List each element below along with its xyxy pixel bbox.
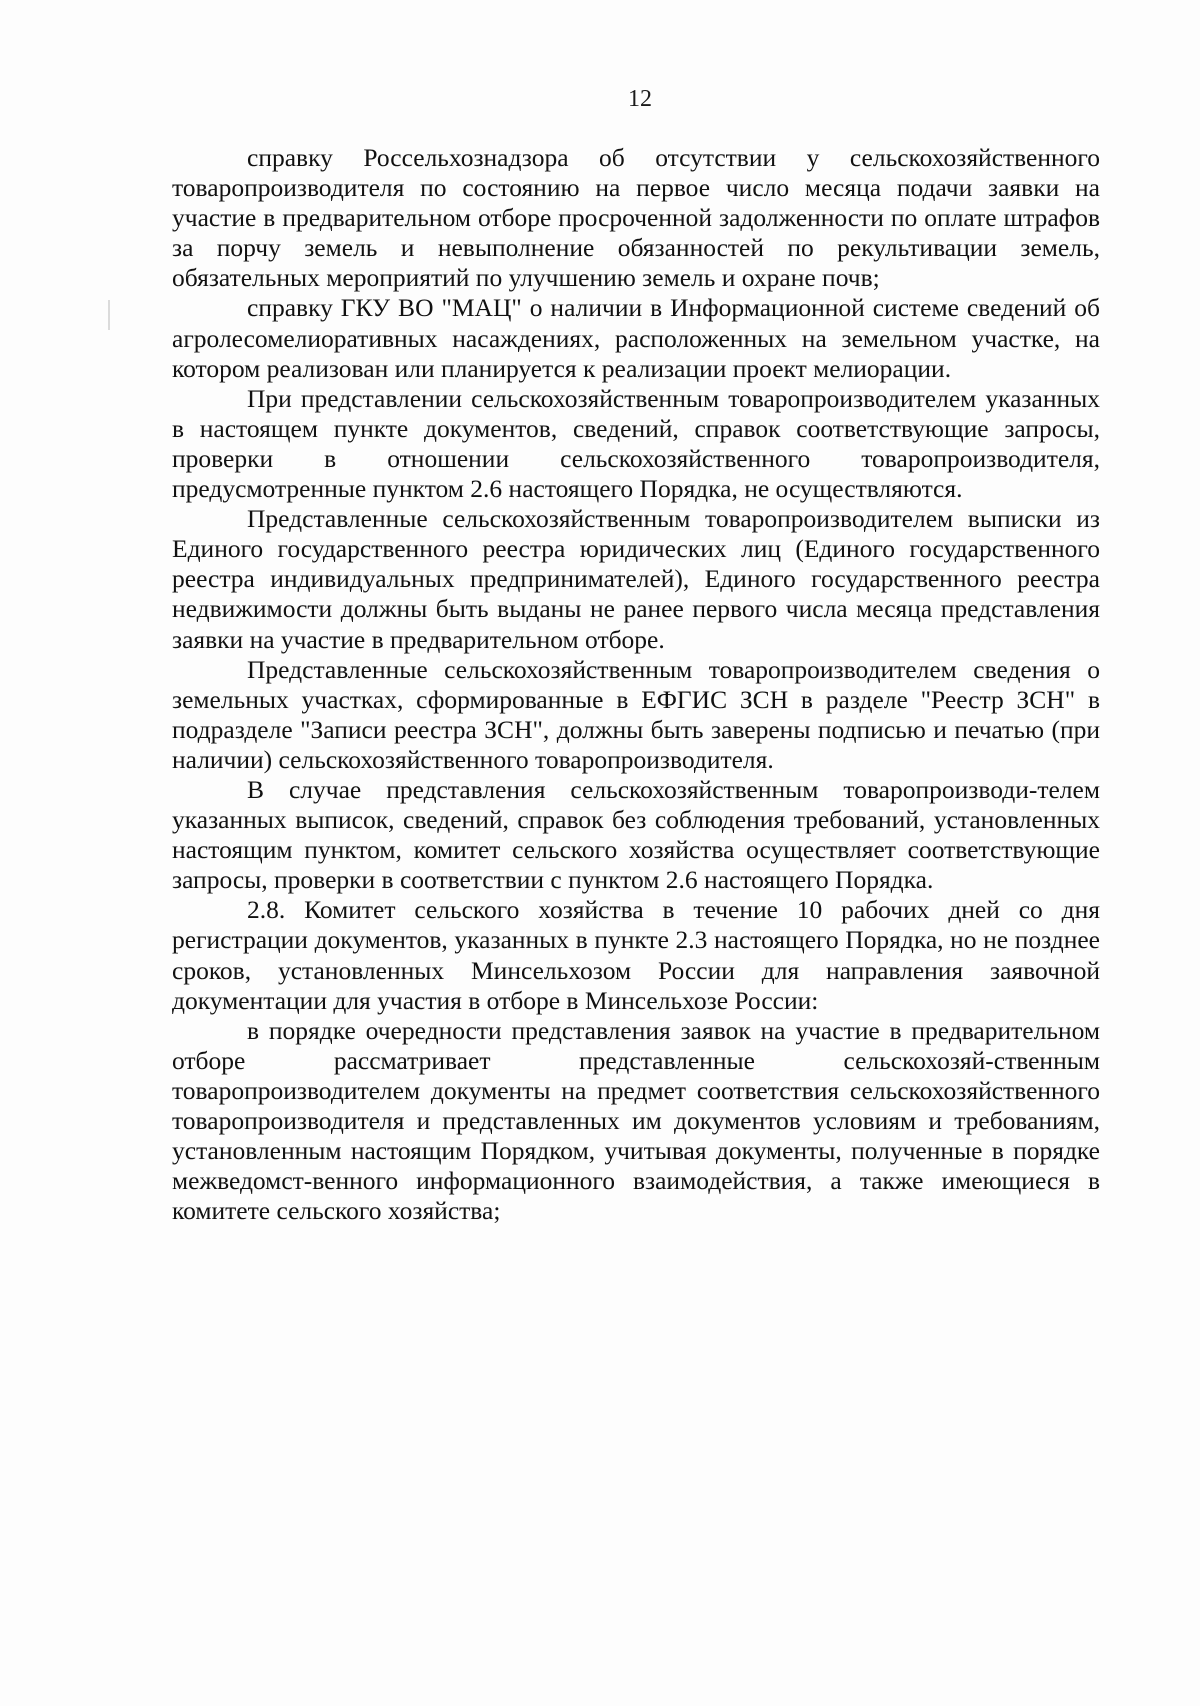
scan-edge-mark-left <box>108 300 110 330</box>
paragraph-mac-certificate: справку ГКУ ВО "МАЦ" о наличии в Информационной системе сведений об агролесомелиоративных насаждениях, расположенных на земельном участке, на котором реализован или планируется к реализации проект мелиорации. <box>172 293 1100 383</box>
paragraph-documents-submitted: При представлении сельскохозяйственным товаропроизводителем указанных в настоящем пункте документов, сведений, справок соответствующие запросы, проверки в отношении сельскохозяйственного товаропроизводителя, предусмотренные пунктом 2.6 настоящего Порядка, не осуществляются. <box>172 383 1100 504</box>
paragraph-rosselkhoznadzor-certificate: справку Россельхознадзора об отсутствии у сельскохозяйственного товаропроизводителя по состоянию на первое число месяца подачи заявки на участие в предварительном отборе просроченной задолженности по оплате штрафов за порчу земель и невыполнение обязанностей по рекультивации земель, обязательных мероприятий по улучшению земель и охране почв; <box>172 143 1100 293</box>
page-number: 12 <box>628 86 652 112</box>
paragraph-land-plot-info: Представленные сельскохозяйственным товаропроизводителем сведения о земельных участках, сформированные в ЕФГИС ЗСН в разделе "Реестр ЗСН" в подразделе "Записи реестра ЗСН", должны быть заверены подписью и печатью (при наличии) сельскохозяйственного товаропроизводителя. <box>172 654 1100 774</box>
document-body <box>172 143 1100 1226</box>
paragraph-register-extracts: Представленные сельскохозяйственным товаропроизводителем выписки из Единого государственного реестра юридических лиц (Единого государственного реестра индивидуальных предпринимателей), Единого государственного реестра недвижимости должны быть выданы не ранее первого числа месяца представления заявки на участие в предварительном отборе. <box>172 504 1100 654</box>
paragraph-noncompliance: В случае представления сельскохозяйственным товаропроизводи-телем указанных выписок, сведений, справок без соблюдения требований, установленных настоящим пунктом, комитет сельского хозяйства осуществляет соответствующие запросы, проверки в соответствии с пунктом 2.6 настоящего Порядка. <box>172 774 1100 895</box>
paragraph-section-2-8: 2.8. Комитет сельского хозяйства в течение 10 рабочих дней со дня регистрации документов, указанных в пункте 2.3 настоящего Порядка, но не позднее сроков, установленных Минсельхозом России для направления заявочной документации для участия в отборе в Минсельхозе России: <box>172 895 1100 1015</box>
paragraph-review-order: в порядке очередности представления заявок на участие в предварительном отборе рассматривает представленные сельскохозяй-ственным товаропроизводителем документы на предмет соответствия сельскохозяйственного товаропроизводителя и представленных им документов условиям и требованиям, установленным настоящим Порядком, учитывая документы, полученные в порядке межведомст-венного информационного взаимодействия, а также имеющиеся в комитете сельского хозяйства; <box>172 1015 1100 1226</box>
